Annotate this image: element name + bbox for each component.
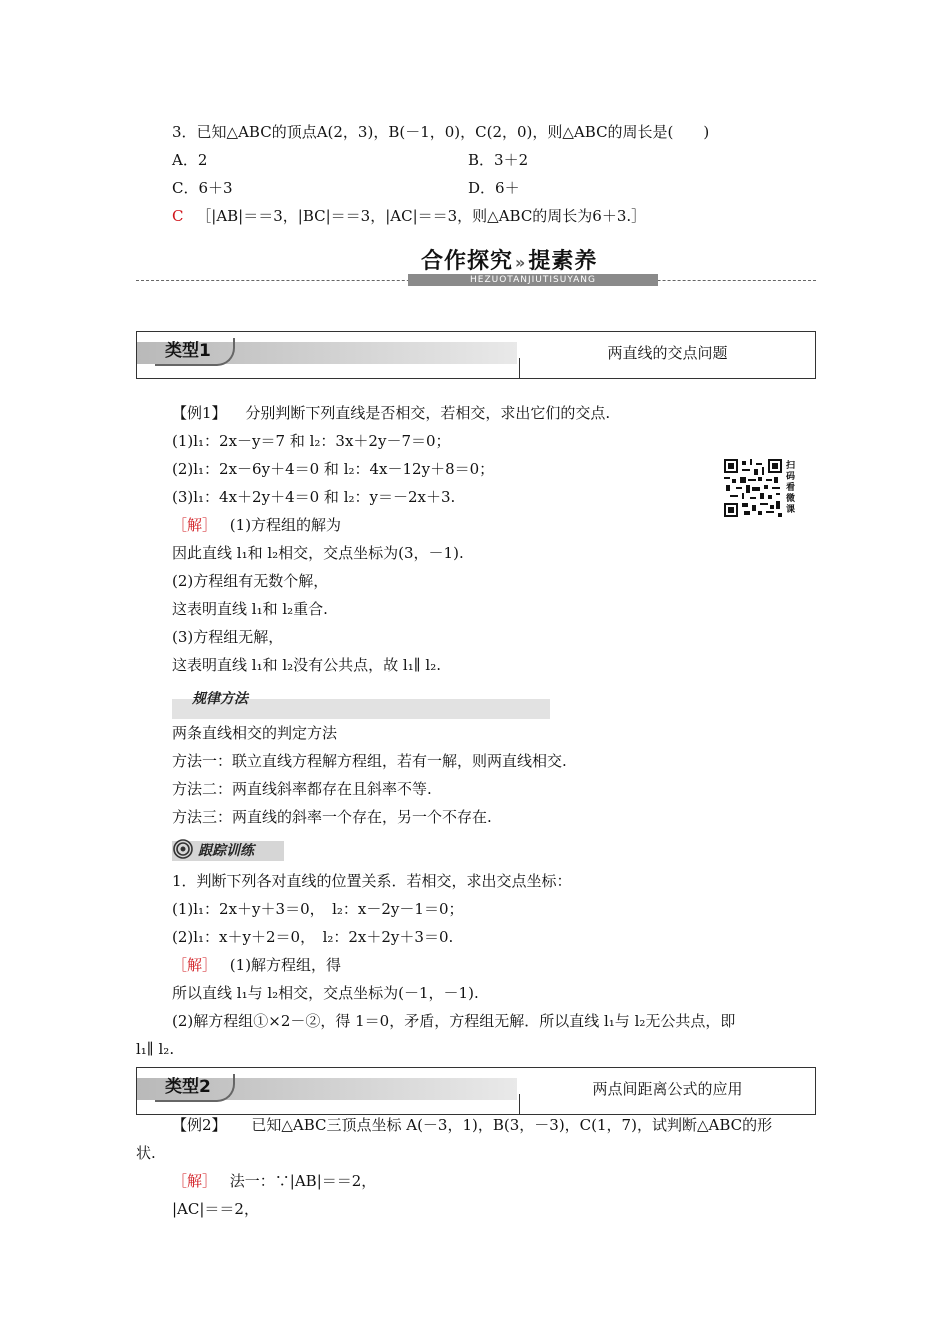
qr-code[interactable] — [724, 459, 782, 517]
example1-part3: (3)l₁：4x＋2y＋4＝0 和 l₂：y＝－2x＋3. — [172, 488, 456, 506]
method-1: 方法一：联立直线方程解方程组，若有一解，则两直线相交. — [172, 752, 567, 770]
example1-prompt: 分别判断下列直线是否相交，若相交，求出它们的交点. — [245, 404, 611, 422]
example1-solution-line4: 这表明直线 l₁和 l₂重合. — [172, 600, 328, 618]
q3-option-c[interactable]: C．6＋3 — [172, 179, 233, 197]
example1-part2: (2)l₁：2x－6y＋4＝0 和 l₂：4x－12y＋8＝0； — [172, 460, 495, 478]
example2-heading — [172, 1115, 772, 1135]
type1-header — [136, 331, 816, 379]
example2-solution-line2: |AC|＝＝2， — [172, 1200, 259, 1218]
target-icon — [173, 839, 193, 859]
method-label: 规律方法 — [192, 691, 248, 707]
chevron-right-icon: » — [515, 253, 527, 272]
example1-solution-line1: ［解］ (1)方程组的解为 — [172, 516, 342, 534]
method-2: 方法二：两直线斜率都存在且斜率不等. — [172, 780, 432, 798]
banner-title: 合作探究 »提素养 — [421, 249, 598, 274]
banner-subtitle: HEZUOTANJIUTISUYANG — [408, 274, 658, 286]
solution-tag: ［解］ — [172, 956, 218, 974]
type2-title: 两点间距离公式的应用 — [592, 1080, 743, 1098]
practice-question: 1．判断下列各对直线的位置关系．若相交，求出交点坐标： — [172, 872, 572, 890]
practice-solution-line3: (2)解方程组①×2－②，得 1＝0，矛盾，方程组无解．所以直线 l₁与 l₂无公共点，即 — [172, 1012, 736, 1030]
example1-tag: 【例1】 — [172, 404, 227, 422]
type2-header — [136, 1067, 816, 1115]
solution-tag: ［解］ — [172, 516, 218, 534]
qr-caption: 扫码看微课 — [786, 461, 796, 515]
type1-title: 两直线的交点问题 — [607, 344, 728, 362]
practice-label: 跟踪训练 — [198, 843, 254, 859]
practice-solution-line4: l₁∥ l₂. — [136, 1040, 175, 1058]
method-3: 方法三：两直线的斜率一个存在，另一个不存在. — [172, 808, 492, 826]
q3-answer — [172, 206, 646, 226]
q3-option-b[interactable]: B．3＋2 — [468, 151, 529, 169]
type1-tag: 类型1 — [155, 338, 235, 366]
practice-solution-line2: 所以直线 l₁与 l₂相交，交点坐标为(－1，－1). — [172, 984, 479, 1002]
q3-option-d[interactable]: D．6＋ — [468, 179, 520, 197]
example1-solution-line5: (3)方程组无解， — [172, 628, 284, 646]
method-intro: 两条直线相交的判定方法 — [172, 724, 338, 742]
type2-tag: 类型2 — [155, 1074, 235, 1102]
section-banner — [136, 242, 816, 292]
example2-solution-line1: ［解］ 法一：∵|AB|＝＝2， — [172, 1172, 377, 1190]
practice-part2: (2)l₁：x＋y＋2＝0， l₂：2x＋2y＋3＝0. — [172, 928, 454, 946]
example2-prompt: 已知△ABC三顶点坐标 A(－3，1)，B(3，－3)，C(1，7)，试判断△ABC的形 — [251, 1116, 773, 1134]
solution-tag: ［解］ — [172, 1172, 218, 1190]
example1-solution-line6: 这表明直线 l₁和 l₂没有公共点，故 l₁∥ l₂. — [172, 656, 442, 674]
example1-solution-line2: 因此直线 l₁和 l₂相交，交点坐标为(3，－1). — [172, 544, 464, 562]
q3-option-a[interactable]: A．2 — [172, 151, 208, 169]
practice-part1: (1)l₁：2x＋y＋3＝0， l₂：x－2y－1＝0； — [172, 900, 464, 918]
example2-tag: 【例2】 — [172, 1116, 227, 1134]
example1-solution-line3: (2)方程组有无数个解， — [172, 572, 329, 590]
example1-part1: (1)l₁：2x－y＝7 和 l₂：3x＋2y－7＝0； — [172, 432, 451, 450]
example2-prompt-cont: 状. — [136, 1144, 156, 1162]
example1-heading — [172, 403, 610, 423]
q3-answer-letter: C — [172, 207, 184, 225]
practice-solution-line1: ［解］ (1)解方程组，得 — [172, 956, 342, 974]
q3-answer-text: ［|AB|＝＝3，|BC|＝＝3，|AC|＝＝3，则△ABC的周长为6＋3.］ — [196, 207, 647, 225]
q3-stem: 3．已知△ABC的顶点A(2，3)，B(－1，0)，C(2，0)，则△ABC的周长是( ) — [172, 123, 710, 141]
